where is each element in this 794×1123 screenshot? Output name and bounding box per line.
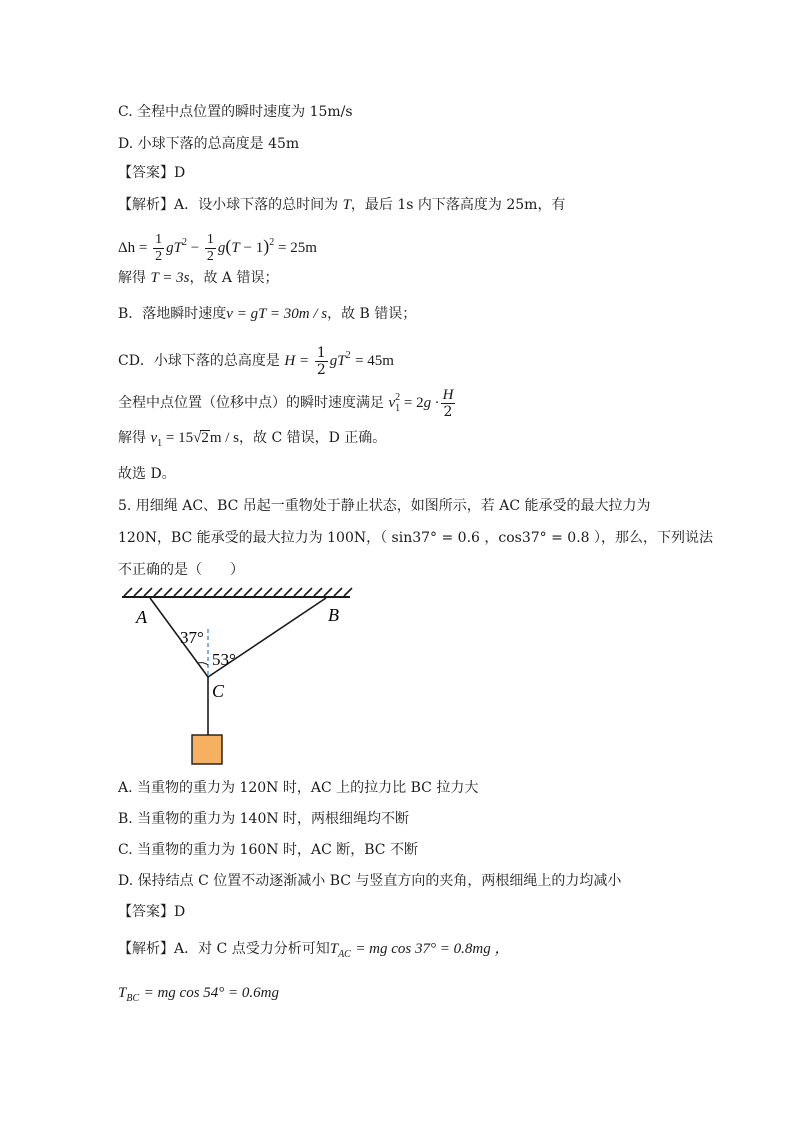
answer-tag: 【答案】 (118, 165, 174, 181)
choose-line: 故选 D。 (118, 466, 176, 482)
answer2-value: D (174, 904, 186, 920)
cd-analysis-line: CD．小球下落的总高度是 H = $\frac{1}{2}$ $gT^2 = 45m$ (118, 344, 394, 378)
force-diagram (118, 585, 358, 770)
mid-text: 全程中点位置（位移中点）的瞬时速度满足 (118, 395, 384, 411)
option-c-previous: C. 全程中点位置的瞬时速度为 15m/s (118, 104, 353, 120)
fraction-half-3: $\frac{1}{2}$ (316, 344, 326, 378)
eq-tac: = mg cos 37° = 0.8mg ， (355, 941, 510, 957)
b-conclusion: ，故 B 错误； (327, 306, 417, 322)
label-B: B (328, 605, 339, 625)
fraction-half-2: $\frac{1}{2}$ (206, 232, 214, 265)
answer-value: D (174, 165, 186, 181)
equation-delta-h: Δh = $\frac{1}{2}$ $gT^2$ − $\frac{1}{2}$ $g(T - 1)^2 = 25m$ (118, 232, 317, 265)
fraction-H-2: $\frac{H}{2}$ (442, 386, 454, 420)
label-C: C (212, 681, 225, 701)
option-c: C. 当重物的重力为 160N 时，AC 断，BC 不断 (118, 842, 418, 858)
cd-rhs: = 45m (355, 353, 394, 369)
option-d-previous: D. 小球下落的总高度是 45m (118, 136, 300, 152)
analysis-text-a: A．设小球下落的总时间为 (174, 197, 339, 213)
option-b: B. 当重物的重力为 140N 时，两根细绳均不断 (118, 811, 410, 827)
analysis-text-b: ，最后 1s 内下落高度为 25m，有 (350, 197, 566, 213)
q5-line-3: 不正确的是（ ） (118, 562, 244, 578)
b-equation: v = gT = 30m / s (226, 306, 328, 322)
eq-tbc: = mg cos 54° = 0.6mg (143, 985, 279, 1001)
tbc-line: $T_{BC}$ = mg cos 54° = 0.6mg (118, 985, 279, 1004)
option-a: A. 当重物的重力为 120N 时，AC 上的拉力比 BC 拉力大 (118, 780, 479, 796)
analysis2-text: A．对 C 点受力分析可知 (174, 941, 330, 957)
analysis-line-2: 【解析】A．对 C 点受力分析可知$T_{AC}$ = mg cos 37° = 0.8mg ， (118, 941, 510, 960)
solve-T-line (118, 268, 279, 288)
eq1-minus: − (190, 240, 203, 256)
solve-text: 解得 (118, 270, 146, 286)
option-d: D. 保持结点 C 位置不动逐渐减小 BC 与竖直方向的夹角，两根细绳上的力均减小 (118, 873, 622, 889)
b-analysis-line (118, 304, 416, 324)
solve-v1-line: 解得 $v_1 = 15√2m / s$，故 C 错误，D 正确。 (118, 430, 387, 449)
fraction-half: $\frac{1}{2}$ (155, 232, 163, 265)
angle-37-label: 37° (180, 628, 204, 647)
solve-conclusion: ，故 A 错误； (189, 270, 279, 286)
mid-velocity-line: 全程中点位置（位移中点）的瞬时速度满足 $v_1^2 = 2g$ · $\frac{H}{2}$ (118, 386, 454, 420)
b-text: B．落地瞬时速度 (118, 306, 227, 322)
ceiling-hatch (124, 588, 352, 596)
q5-line-1: 5. 用细绳 AC、BC 吊起一重物处于静止状态，如图所示，若 AC 能承受的最大拉力为 (118, 498, 651, 514)
solve2-text: 解得 (118, 430, 146, 446)
eq1-rhs: = 25m (277, 240, 317, 256)
eq1-lhs: Δh = (118, 240, 148, 256)
q5-line-2: 120N，BC 能承受的最大拉力为 100N，（ sin37° = 0.6 ，cos37° = 0.8 ），那么，下列说法 (118, 530, 714, 546)
answer-line-1 (118, 163, 185, 183)
answer2-tag: 【答案】 (118, 904, 174, 920)
cd-text: CD．小球下落的总高度是 (118, 353, 280, 369)
label-A: A (136, 607, 147, 627)
analysis2-tag: 【解析】 (118, 941, 174, 957)
answer-line-2 (118, 902, 185, 922)
solve-T-value: T = 3s (150, 270, 190, 286)
var-T: T (342, 197, 351, 213)
angle-53-label: 53° (212, 650, 236, 669)
weight-block (192, 735, 222, 764)
solve2-conclusion: ，故 C 错误，D 正确。 (239, 430, 387, 446)
analysis-tag: 【解析】 (118, 197, 174, 213)
analysis-line-1 (118, 195, 565, 215)
